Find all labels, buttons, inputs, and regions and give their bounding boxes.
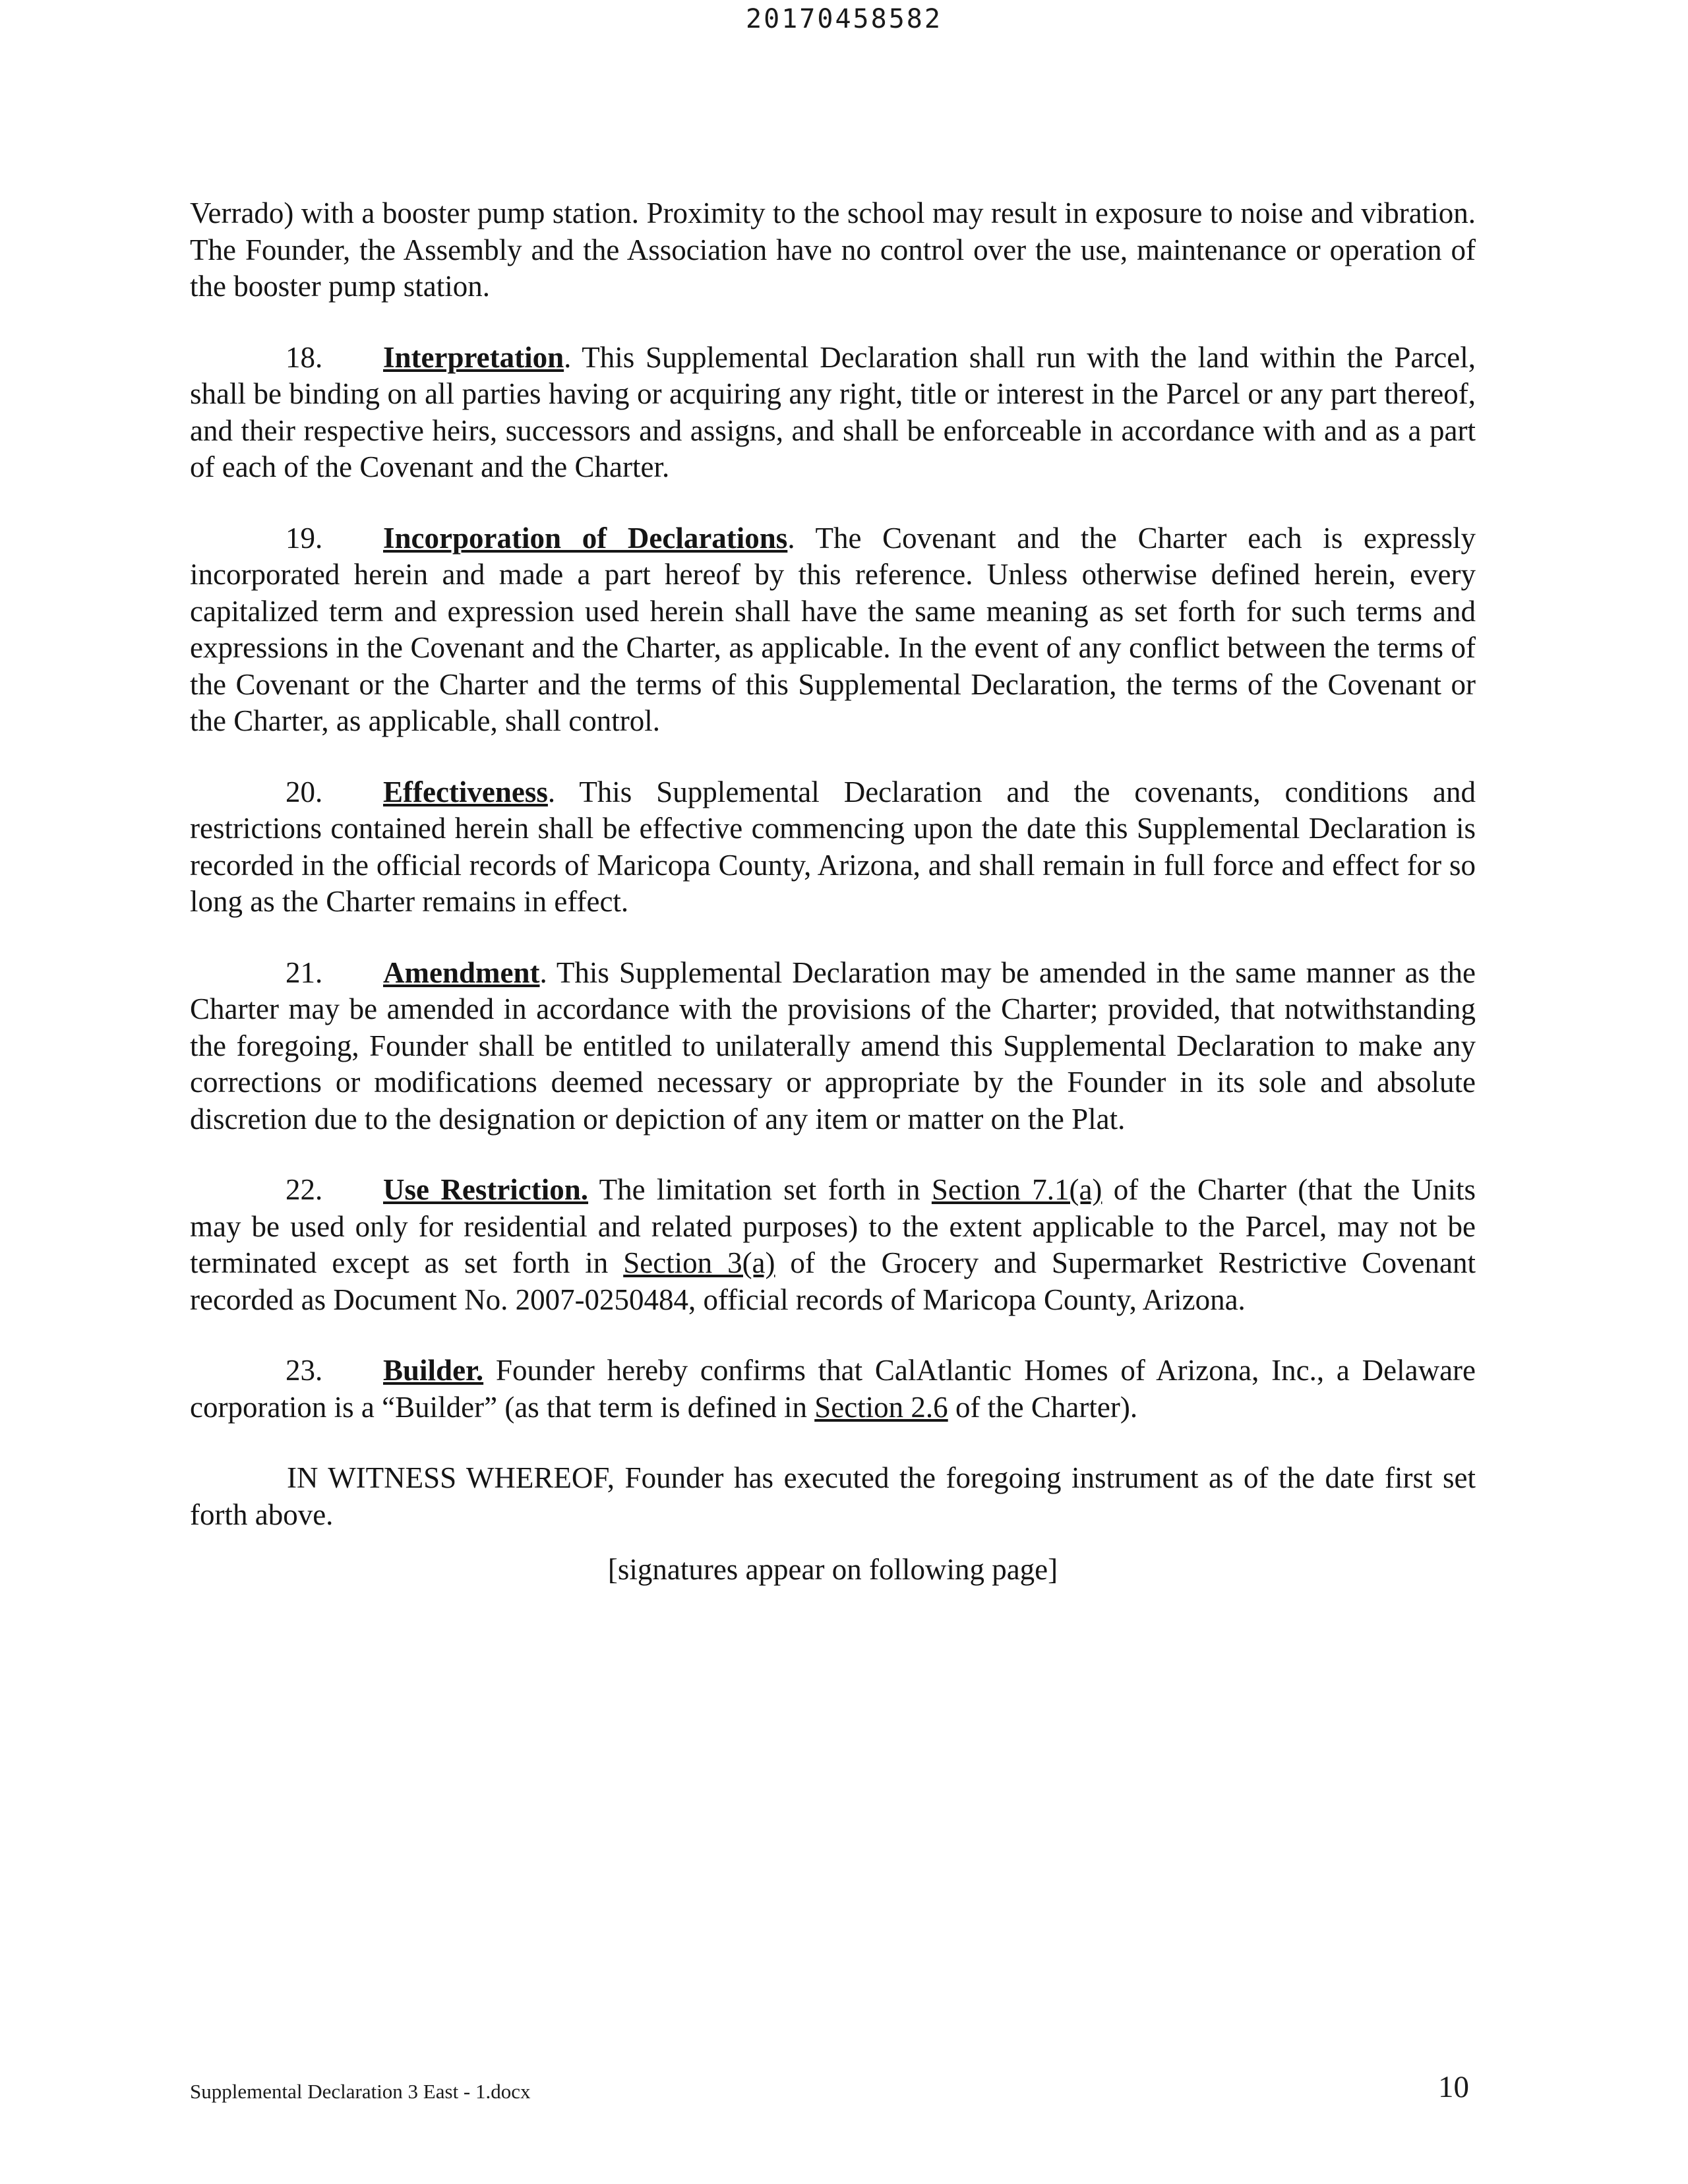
signature-note: [signatures appear on following page] (607, 1553, 1058, 1586)
section-23-paragraph (190, 1352, 1476, 1426)
section-reference: Section 3(a) (623, 1246, 775, 1279)
footer-filename: Supplemental Declaration 3 East - 1.docx (190, 2080, 531, 2103)
section-text: The limitation set forth in (588, 1173, 932, 1206)
section-21-paragraph (190, 955, 1476, 1138)
section-text: of the Grocery and Supermarket Restrictive Covenant recorded as Document No. 2007-0250484, official records of Maricopa County, Arizona. (190, 1246, 1476, 1316)
section-number: 18. (286, 340, 323, 374)
section-number: 20. (286, 775, 323, 808)
section-19-paragraph (190, 520, 1476, 740)
section-text: of the Charter). (948, 1390, 1138, 1424)
section-number: 23. (286, 1354, 323, 1387)
section-text: . This Supplemental Declaration may be amended in the same manner as the Charter may be amended in accordance with the provisions of the Charter; provided, that notwithstanding the foregoing, Founder shall be entitled to unilaterally amend this Supplemental Declaration to make any corrections or modifications deemed necessary or appropriate by the Founder in its sole and absolute discretion due to the designation or depiction of any item or matter on the Plat. (190, 956, 1476, 1136)
continued-paragraph: Verrado) with a booster pump station. Proximity to the school may result in exposure to noise and vibration. The Founder, the Assembly and the Association have no control over the use, maintenance or operation of the booster pump station. (190, 197, 1476, 303)
section-18-paragraph (190, 340, 1476, 486)
section-reference: Section 2.6 (814, 1390, 948, 1424)
section-reference: Section 7.1(a) (931, 1173, 1102, 1206)
section-text: of the Charter (that the Units may be used only for residential and related purposes) to the extent applicable to the Parcel, may not be terminated except as set forth in (190, 1173, 1476, 1279)
section-20-paragraph (190, 774, 1476, 921)
section-heading: Use Restriction. (383, 1173, 589, 1206)
section-text: . This Supplemental Declaration and the covenants, conditions and restrictions contained herein shall be effective commencing upon the date this Supplemental Declaration is recorded in the official records of Maricopa County, Arizona, and shall remain in full force and effect for so long as the Charter remains in effect. (190, 775, 1476, 918)
section-number: 22. (286, 1173, 323, 1206)
section-22-paragraph (190, 1172, 1476, 1318)
witness-text: IN WITNESS WHEREOF, Founder has executed the foregoing instrument as of the date first set forth above. (190, 1461, 1476, 1531)
section-text: Founder hereby confirms that CalAtlantic Homes of Arizona, Inc., a Delaware corporation is a “Builder” (as that term is defined in (190, 1354, 1476, 1424)
section-number: 19. (286, 521, 323, 555)
section-heading: Amendment (383, 956, 540, 989)
section-heading: Interpretation (383, 340, 564, 374)
witness-paragraph (190, 1460, 1476, 1533)
section-heading: Builder. (383, 1354, 484, 1387)
section-heading: Incorporation of Declarations (383, 521, 788, 555)
section-text: . This Supplemental Declaration shall run with the land within the Parcel, shall be binding on all parties having or acquiring any right, title or interest in the Parcel or any part thereof, and their respective heirs, successors and assigns, and shall be enforceable in accordance with and as a part of each of the Covenant and the Charter. (190, 340, 1476, 483)
document-body (190, 195, 1476, 1589)
section-text: . The Covenant and the Charter each is expressly incorporated herein and made a part hereof by this reference. Unless otherwise defined herein, every capitalized term and expression used herein shall have the same meaning as set forth for such terms and expressions in the Covenant and the Charter, as applicable. In the event of any conflict between the terms of the Covenant or the Charter and the terms of this Supplemental Declaration, the terms of the Covenant or the Charter, as applicable, shall control. (190, 521, 1476, 737)
recording-number: 20170458582 (746, 4, 942, 34)
section-number: 21. (286, 956, 323, 989)
section-heading: Effectiveness (383, 775, 548, 808)
page-number: 10 (1438, 2070, 1469, 2104)
